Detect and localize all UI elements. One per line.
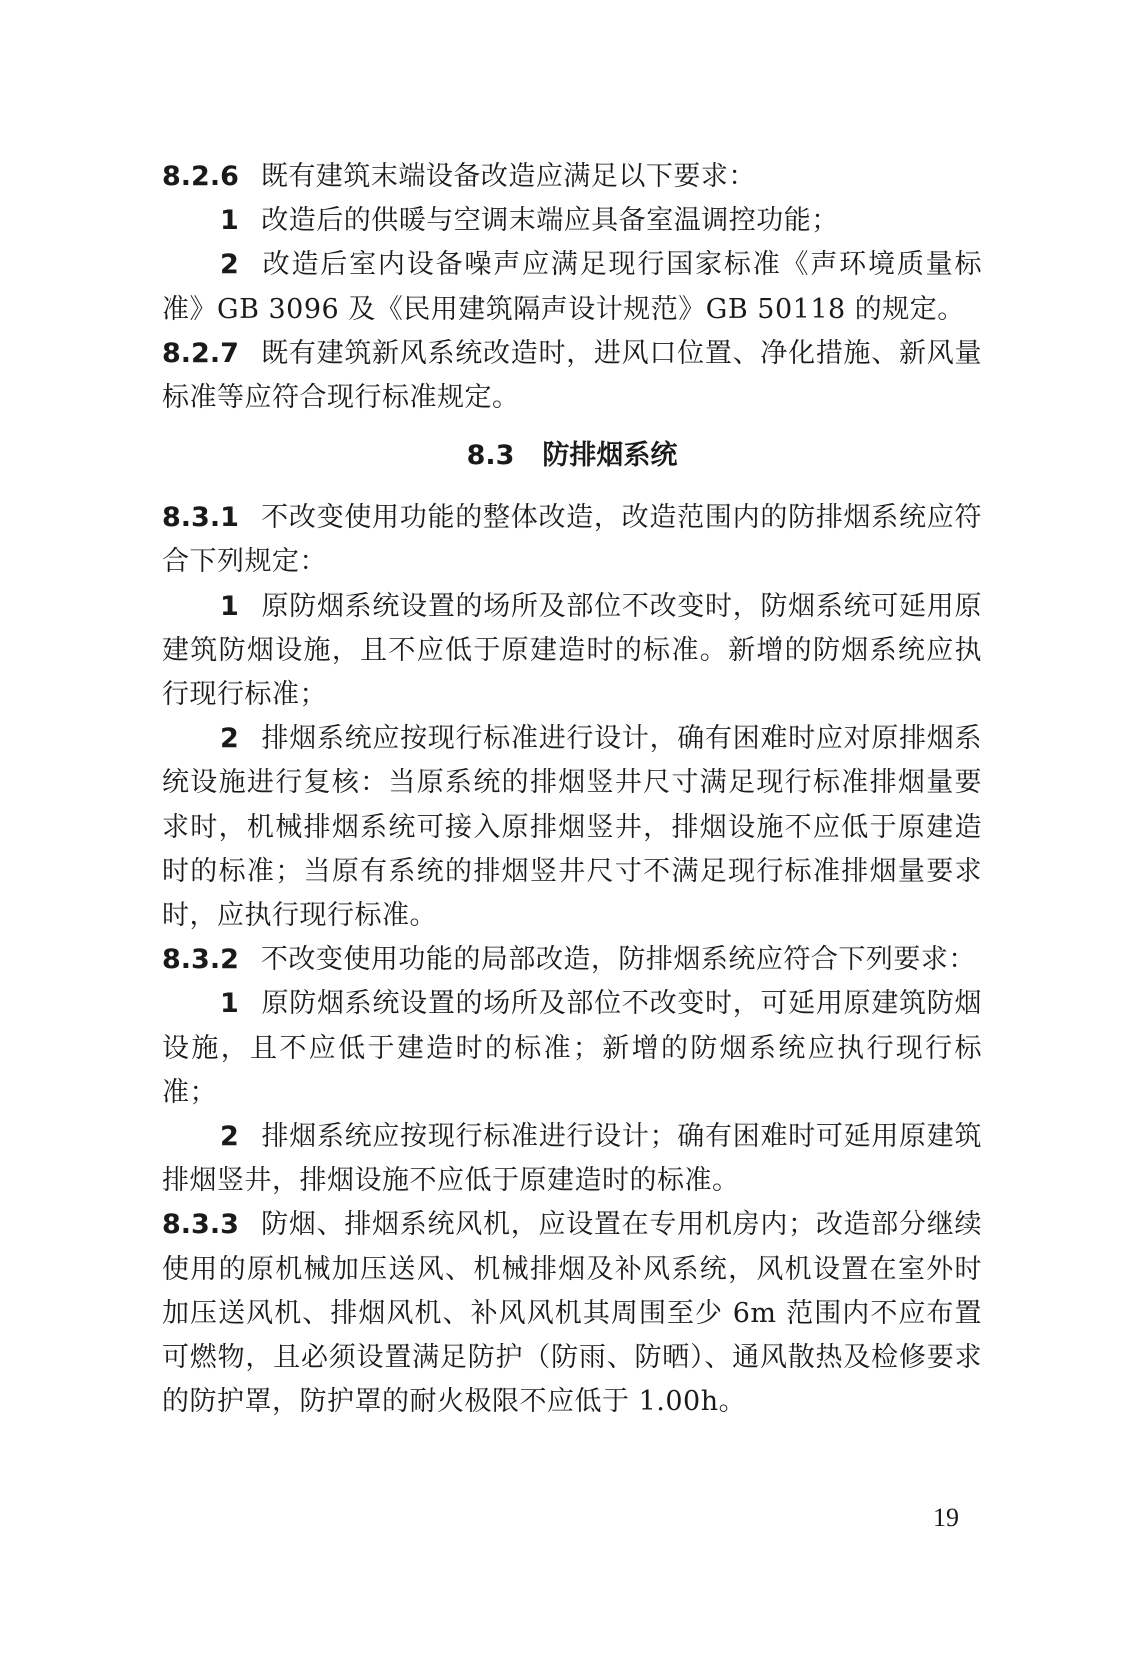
clause-text: 不改变使用功能的局部改造，防排烟系统应符合下列要求： xyxy=(260,944,976,976)
item-text: 原防烟系统设置的场所及部位不改变时，可延用原建筑防烟设施，且不应低于建造时的标准；新增的防烟系统应执行现行标准； xyxy=(162,988,982,1108)
clause-text: 既有建筑末端设备改造应满足以下要求： xyxy=(260,161,756,192)
section-heading-8-3 xyxy=(162,434,982,478)
item-number: 2 xyxy=(220,1121,240,1153)
clause-text: 既有建筑新风系统改造时，进风口位置、净化措施、新风量标准等应符合现行标准规定。 xyxy=(162,337,982,414)
clause-number: 8.3.2 xyxy=(162,944,239,976)
section-title: 防排烟系统 xyxy=(542,440,678,472)
item-number: 1 xyxy=(220,988,240,1020)
item-text: 改造后室内设备噪声应满足现行国家标准《声环境质量标准》GB 3096 及《民用建筑隔声设计规范》GB 50118 的规定。 xyxy=(162,249,982,325)
page-number: 19 xyxy=(933,1503,959,1532)
clause-text: 不改变使用功能的整体改造，改造范围内的防排烟系统应符合下列规定： xyxy=(162,502,982,578)
document-body xyxy=(162,155,982,1424)
item-number: 1 xyxy=(220,205,240,237)
clause-text: 防烟、排烟系统风机，应设置在专用机房内；改造部分继续使用的原机械加压送风、机械排烟及补风系统，风机设置在室外时加压送风机、排烟风机、补风风机其周围至少 6m 范围内不应布置可燃物，且必须设置满足防护（防雨、防晒）、通风散热及检修要求的防护罩，防护罩的耐火极限不应低于 1.00h。 xyxy=(162,1209,982,1418)
item-text: 原防烟系统设置的场所及部位不改变时，防烟系统可延用原建筑防烟设施，且不应低于原建造时的标准。新增的防烟系统应执行现行标准； xyxy=(162,590,982,711)
item-8-3-1-2 xyxy=(162,717,982,938)
item-text: 排烟系统应按现行标准进行设计；确有困难时可延用原建筑排烟竖井，排烟设施不应低于原建造时的标准。 xyxy=(162,1121,982,1197)
item-8-3-2-1 xyxy=(162,982,982,1115)
section-number: 8.3 xyxy=(466,440,515,472)
clause-8-3-1 xyxy=(162,496,982,584)
clause-number: 8.3.3 xyxy=(162,1209,239,1241)
clause-8-3-3 xyxy=(162,1203,982,1424)
item-8-2-6-1 xyxy=(162,199,982,243)
clause-number: 8.3.1 xyxy=(162,502,239,534)
item-number: 2 xyxy=(220,723,240,755)
clause-8-2-7 xyxy=(162,332,982,420)
item-8-3-2-2 xyxy=(162,1115,982,1203)
clause-8-3-2 xyxy=(162,938,982,982)
item-8-3-1-1 xyxy=(162,585,982,718)
item-text: 改造后的供暖与空调末端应具备室温调控功能； xyxy=(261,205,839,237)
item-number: 2 xyxy=(220,249,240,281)
clause-8-2-6 xyxy=(162,155,982,199)
item-8-2-6-2 xyxy=(162,243,982,331)
item-text: 排烟系统应按现行标准进行设计，确有困难时应对原排烟系统设施进行复核：当原系统的排烟竖井尺寸满足现行标准排烟量要求时，机械排烟系统可接入原排烟竖井，排烟设施不应低于原建造时的标准；当原有系统的排烟竖井尺寸不满足现行标准排烟量要求时，应执行现行标准。 xyxy=(162,723,982,932)
clause-number: 8.2.6 xyxy=(162,161,239,192)
clause-number: 8.2.7 xyxy=(162,337,239,369)
item-number: 1 xyxy=(220,590,240,622)
